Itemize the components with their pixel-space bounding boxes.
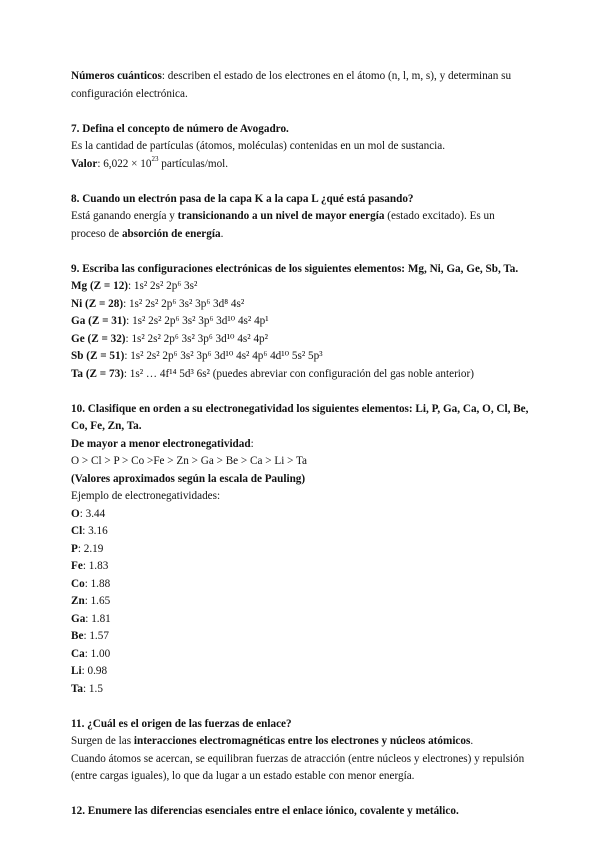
order-colon: :: [250, 437, 254, 450]
question-11-explanation: Cuando átomos se acercan, se equilibran fuerzas de atracción (entre núcleos y electrones) y repulsión (entre cargas iguales), lo que da lugar a un estado estable con menor energía.: [71, 752, 525, 782]
pauling-note: (Valores aproximados según la escala de Pauling): [71, 472, 306, 485]
quantum-numbers-paragraph: [71, 68, 531, 103]
electronegativity-value: [71, 523, 531, 541]
electronegativity-value: [71, 506, 531, 524]
question-11-heading: 11. ¿Cuál es el origen de las fuerzas de enlace?: [71, 717, 292, 730]
element-value: : 1.88: [84, 577, 111, 590]
element-symbol: O: [71, 507, 80, 520]
q8-text-1: Está ganando energía y: [71, 210, 178, 222]
config-text: : 1s² 2s² 2p⁶ 3s² 3p⁶ 3d¹⁰ 4s² 4p⁶ 4d¹⁰ 5s² 5p³: [124, 350, 323, 362]
quantum-numbers-term: Números cuánticos: [71, 70, 162, 82]
element-symbol: Ga: [71, 612, 86, 625]
electronegativity-value: [71, 611, 531, 629]
electronegativity-value: [71, 646, 531, 664]
config-line: [71, 278, 531, 296]
electronegativity-value: [71, 681, 531, 699]
example-label: Ejemplo de electronegatividades:: [71, 490, 221, 502]
element-symbol: Cl: [71, 525, 83, 537]
config-text: : 1s² 2s² 2p⁶ 3s²: [128, 280, 198, 292]
config-line: [71, 366, 531, 384]
config-element-label: Ni (Z = 28): [71, 297, 124, 310]
config-line: [71, 313, 531, 331]
config-element-label: Ga (Z = 31): [71, 315, 127, 327]
config-element-label: Ta (Z = 73): [71, 367, 124, 380]
element-value: : 2.19: [77, 542, 104, 555]
element-symbol: Li: [71, 665, 82, 677]
element-value: : 3.44: [79, 507, 106, 520]
element-symbol: Co: [71, 577, 85, 590]
config-text: : 1s² … 4f¹⁴ 5d³ 6s² (puedes abreviar con configuración del gas noble anterior): [123, 367, 474, 380]
q8-text-2: (estado excitado). Es un proceso de: [71, 210, 495, 240]
element-value: : 1.57: [83, 630, 109, 642]
avogadro-exponent: 23: [151, 154, 159, 163]
config-line: [71, 331, 531, 349]
question-8-heading: 8. Cuando un electrón pasa de la capa K a la capa L ¿qué está pasando?: [71, 192, 414, 205]
question-10-heading: 10. Clasifique en orden a su electronegatividad los siguientes elementos: Li, P, Ga, Ca, O, Cl, Be, Co, Fe, Zn, Ta.: [71, 402, 529, 432]
question-7-heading: 7. Defina el concepto de número de Avogadro.: [71, 122, 289, 135]
element-value: : 1.65: [84, 595, 111, 607]
config-text: : 1s² 2s² 2p⁶ 3s² 3p⁶ 3d¹⁰ 4s² 4p²: [125, 332, 268, 345]
q11-bold: interacciones electromagnéticas entre los electrones y núcleos atómicos: [133, 735, 471, 747]
avogadro-value: [71, 156, 531, 174]
q8-bold-2: absorción de energía: [121, 227, 221, 240]
question-9-heading: 9. Escriba las configuraciones electrónicas de los siguientes elementos: Mg, Ni, Ga, Ge, Sb, Ta.: [71, 262, 519, 275]
electronegativity-value: [71, 558, 531, 576]
question-8-answer: [71, 208, 531, 243]
order-label-line: [71, 436, 531, 454]
element-symbol: Ca: [71, 647, 85, 660]
quantum-numbers-text: : describen el estado de los electrones en el átomo (n, l, m, s), y determinan su configuración electrónica.: [71, 70, 512, 100]
element-symbol: Fe: [71, 560, 83, 572]
config-element-label: Ge (Z = 32): [71, 332, 126, 345]
element-symbol: Be: [71, 630, 84, 642]
electronegativity-value: [71, 576, 531, 594]
element-symbol: Ta: [71, 682, 84, 695]
electronegativity-value: [71, 663, 531, 681]
element-value: : 1.5: [83, 682, 103, 695]
q8-bold-1: transicionando a un nivel de mayor energía: [177, 210, 385, 222]
config-line: [71, 348, 531, 366]
avogadro-value-label: Valor: [71, 157, 98, 170]
config-line: [71, 296, 531, 314]
config-text: : 1s² 2s² 2p⁶ 3s² 3p⁶ 3d⁸ 4s²: [123, 297, 245, 310]
element-symbol: P: [71, 542, 78, 555]
element-value: : 1.81: [85, 612, 111, 625]
question-11-answer: [71, 733, 531, 751]
element-value: : 1.83: [82, 560, 109, 572]
q11-text-2: .: [470, 735, 474, 747]
avogadro-unit: partículas/mol.: [158, 157, 229, 170]
electronegativity-order: O > Cl > P > Co >Fe > Zn > Ga > Be > Ca > Li > Ta: [71, 455, 308, 467]
electronegativity-value: [71, 541, 531, 559]
document-body: [71, 68, 531, 821]
element-symbol: Zn: [71, 595, 85, 607]
element-value: : 3.16: [82, 525, 108, 537]
element-value: : 0.98: [81, 665, 108, 677]
question-12-heading: 12. Enumere las diferencias esenciales entre el enlace iónico, covalente y metálico.: [71, 805, 459, 817]
avogadro-value-number: : 6,022 × 10: [97, 157, 152, 170]
element-value: : 1.00: [84, 647, 111, 660]
question-7-answer: Es la cantidad de partículas (átomos, moléculas) contenidas en un mol de sustancia.: [71, 140, 446, 152]
config-element-label: Mg (Z = 12): [71, 280, 129, 292]
q8-text-3: .: [220, 227, 224, 240]
electronegativity-value: [71, 593, 531, 611]
order-label: De mayor a menor electronegatividad: [71, 437, 251, 450]
q11-text-1: Surgen de las: [71, 735, 134, 747]
config-text: : 1s² 2s² 2p⁶ 3s² 3p⁶ 3d¹⁰ 4s² 4p¹: [126, 315, 269, 327]
electronegativity-value: [71, 628, 531, 646]
config-element-label: Sb (Z = 51): [71, 350, 125, 362]
